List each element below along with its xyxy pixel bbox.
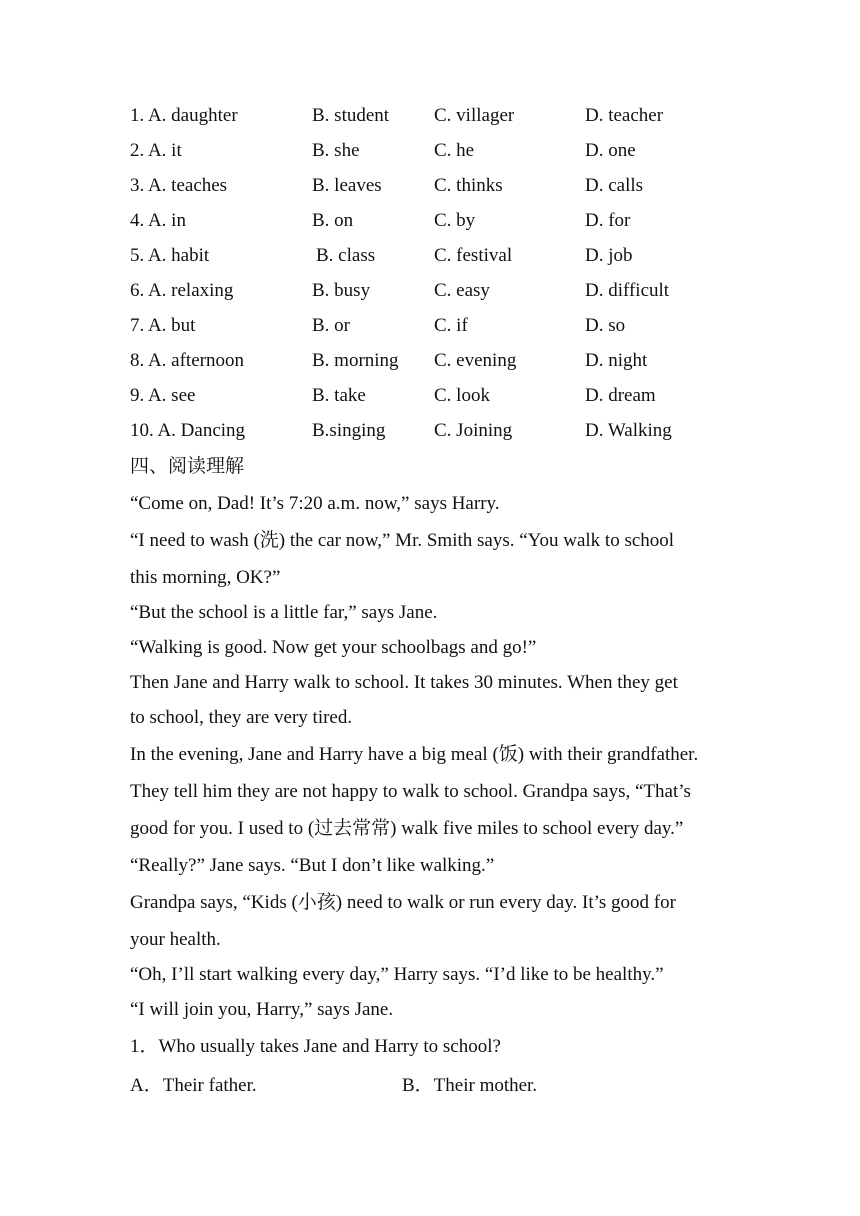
option-c: C. easy <box>434 280 490 301</box>
passage-line: Then Jane and Harry walk to school. It takes 30 minutes. When they get <box>130 672 678 693</box>
option-c: C. by <box>434 210 476 231</box>
option-d: D. calls <box>585 175 644 196</box>
passage-line: this morning, OK?” <box>130 567 281 588</box>
option-row <box>130 136 750 166</box>
option-a: 6. A. relaxing <box>130 280 234 301</box>
option-c: C. if <box>434 315 468 336</box>
option-b: B. class <box>316 245 376 266</box>
passage-line: “But the school is a little far,” says Jane. <box>130 602 438 623</box>
option-a: 9. A. see <box>130 385 196 406</box>
option-b: B. morning <box>312 350 399 371</box>
passage-line: “Oh, I’ll start walking every day,” Harry says. “I’d like to be healthy.” <box>130 964 664 985</box>
passage-line: Grandpa says, “Kids (小孩) need to walk or run every day. It’s good for <box>130 892 676 913</box>
option-row <box>130 311 750 341</box>
option-a: 2. A. it <box>130 140 182 161</box>
option-row <box>130 276 750 306</box>
option-a: 10. A. Dancing <box>130 420 246 441</box>
option-c: C. look <box>434 385 490 406</box>
option-d: D. so <box>585 315 626 336</box>
option-b: B. she <box>312 140 360 161</box>
passage-line: to school, they are very tired. <box>130 707 353 728</box>
option-d: D. teacher <box>585 105 664 126</box>
option-a: 7. A. but <box>130 315 196 336</box>
option-row <box>130 101 750 131</box>
option-b: B. on <box>312 210 354 231</box>
passage-line: “I will join you, Harry,” says Jane. <box>130 999 394 1020</box>
answer-option-b: B．Their mother. <box>402 1075 538 1096</box>
option-a: 1. A. daughter <box>130 105 238 126</box>
option-row <box>130 171 750 201</box>
option-c: C. evening <box>434 350 517 371</box>
option-c: C. villager <box>434 105 515 126</box>
passage-line: “I need to wash (洗) the car now,” Mr. Smith says. “You walk to school <box>130 530 675 551</box>
option-d: D. dream <box>585 385 656 406</box>
option-d: D. difficult <box>585 280 670 301</box>
option-c: C. thinks <box>434 175 503 196</box>
passage-line: In the evening, Jane and Harry have a big meal (饭) with their grandfather. <box>130 744 699 765</box>
passage-line: They tell him they are not happy to walk to school. Grandpa says, “That’s <box>130 781 691 802</box>
option-row <box>130 346 750 376</box>
option-row <box>130 206 750 236</box>
option-d: D. for <box>585 210 631 231</box>
option-b: B. or <box>312 315 350 336</box>
passage-line: “Walking is good. Now get your schoolbags and go!” <box>130 637 537 658</box>
passage-line: “Really?” Jane says. “But I don’t like walking.” <box>130 855 495 876</box>
option-row <box>130 241 750 271</box>
option-a: 4. A. in <box>130 210 186 231</box>
answer-option-a: A．Their father. <box>130 1075 257 1096</box>
option-b: B. busy <box>312 280 371 301</box>
section-heading: 四、阅读理解 <box>130 456 245 477</box>
option-d: D. job <box>585 245 633 266</box>
option-a: 3. A. teaches <box>130 175 228 196</box>
question-text: 1．Who usually takes Jane and Harry to school? <box>130 1036 501 1057</box>
option-d: D. Walking <box>585 420 672 441</box>
option-b: B. student <box>312 105 390 126</box>
option-b: B. leaves <box>312 175 382 196</box>
option-c: C. Joining <box>434 420 513 441</box>
passage-line: “Come on, Dad! It’s 7:20 a.m. now,” says Harry. <box>130 493 500 514</box>
option-d: D. one <box>585 140 636 161</box>
option-c: C. festival <box>434 245 513 266</box>
passage-line: your health. <box>130 929 221 950</box>
option-row <box>130 381 750 411</box>
passage-line: good for you. I used to (过去常常) walk five miles to school every day.” <box>130 818 684 839</box>
option-b: B. take <box>312 385 366 406</box>
option-a: 5. A. habit <box>130 245 210 266</box>
option-row <box>130 416 750 446</box>
option-a: 8. A. afternoon <box>130 350 244 371</box>
option-d: D. night <box>585 350 648 371</box>
option-b: B.singing <box>312 420 386 441</box>
option-c: C. he <box>434 140 475 161</box>
